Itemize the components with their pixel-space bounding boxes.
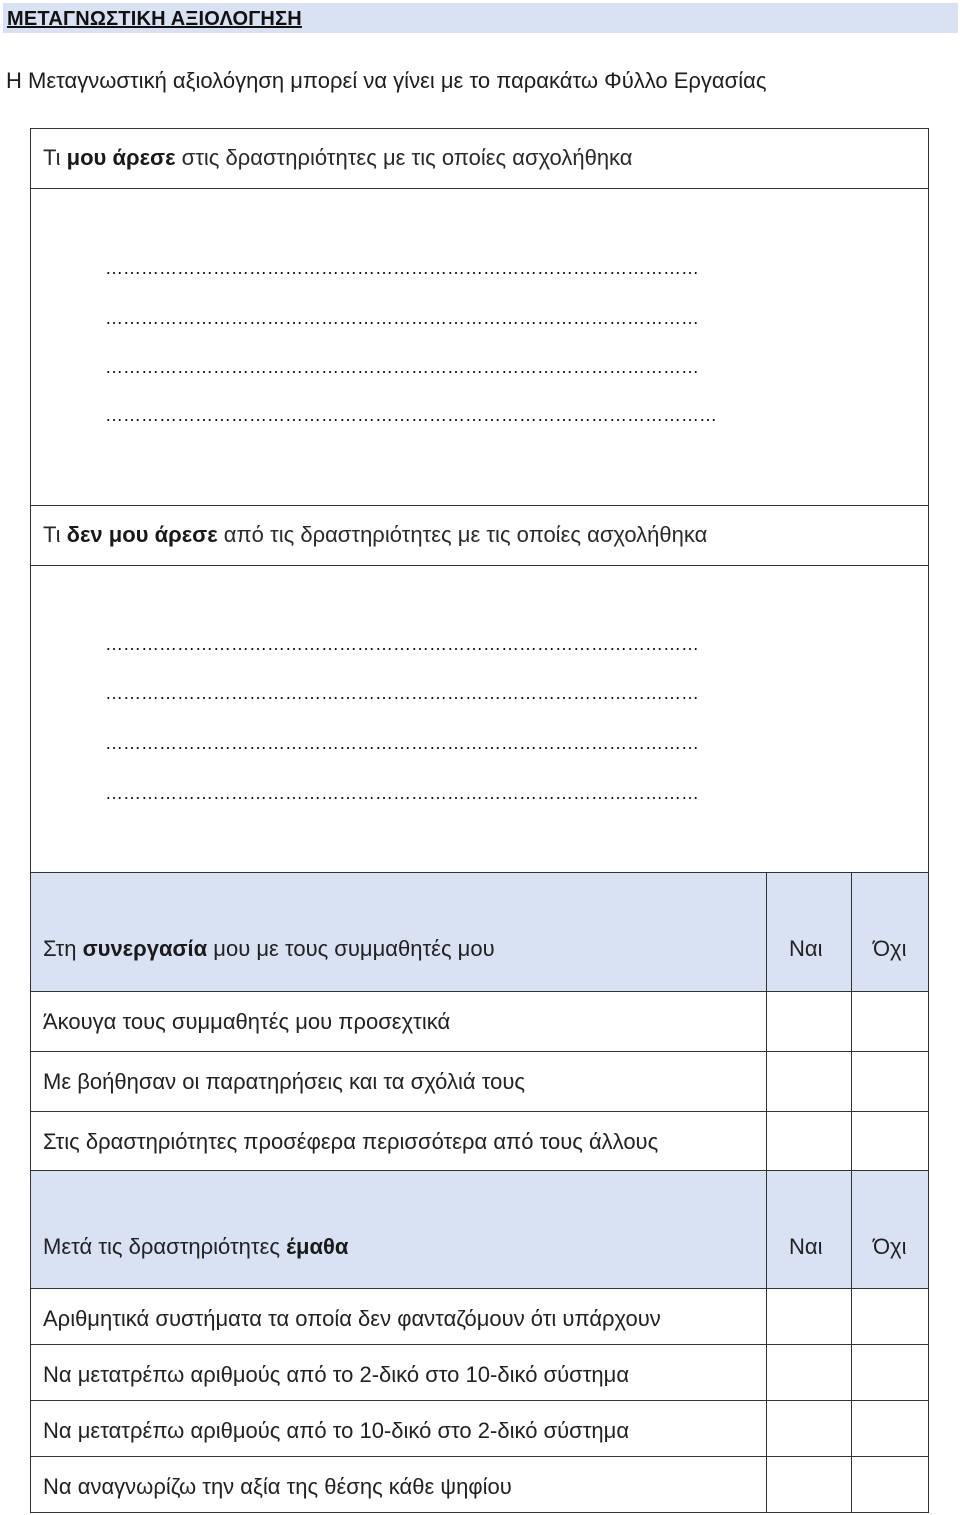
yes-checkbox-cell[interactable] — [766, 1457, 851, 1513]
table-row — [31, 1289, 928, 1345]
learned-heading: Μετά τις δραστηριότητες έμαθα — [43, 1234, 349, 1259]
row-label: Να μετατρέπω αριθμούς από το 2-δικό στο 10-δικό σύστημα — [43, 1362, 630, 1387]
answer-line[interactable]: ……………………………………………………………………………………… — [105, 258, 699, 278]
row-label: Αριθμητικά συστήματα τα οποία δεν φανταζόμουν ότι υπάρχουν — [43, 1306, 661, 1331]
cooperation-heading: Στη συνεργασία μου με τους συμμαθητές μου — [43, 936, 495, 961]
cooperation-table — [30, 872, 929, 1171]
table-row — [31, 1345, 928, 1401]
table-row — [31, 1401, 928, 1457]
liked-header — [31, 129, 928, 189]
row-label: Στις δραστηριότητες προσέφερα περισσότερα από τους άλλους — [43, 1129, 659, 1154]
answer-line[interactable]: ……………………………………………………………………………………… — [105, 634, 699, 654]
column-divider — [851, 873, 852, 1170]
row-label: Να αναγνωρίζω την αξία της θέσης κάθε ψηφίου — [43, 1474, 512, 1499]
column-divider — [766, 873, 767, 1170]
no-checkbox-cell[interactable] — [851, 1289, 930, 1344]
yes-checkbox-cell[interactable] — [766, 1112, 851, 1171]
yes-checkbox-cell[interactable] — [766, 992, 851, 1051]
no-checkbox-cell[interactable] — [851, 1052, 930, 1111]
disliked-header — [31, 506, 928, 566]
learned-table — [30, 1170, 929, 1513]
row-label: Άκουγα τους συμμαθητές μου προσεχτικά — [43, 1009, 451, 1034]
column-divider — [766, 1171, 767, 1512]
no-column-header: Όχι — [873, 936, 907, 961]
answer-line[interactable]: ……………………………………………………………………………………… — [105, 357, 699, 377]
row-label: Με βοήθησαν οι παρατηρήσεις και τα σχόλιά τους — [43, 1069, 525, 1094]
liked-heading: Τι μου άρεσε στις δραστηριότητες με τις οποίες ασχολήθηκα — [43, 145, 633, 170]
table-row — [31, 1112, 928, 1171]
yes-column-header: Ναι — [789, 1234, 823, 1259]
page-title: ΜΕΤΑΓΝΩΣΤΙΚΗ ΑΞΙΟΛΟΓΗΣΗ — [7, 8, 302, 30]
no-checkbox-cell[interactable] — [851, 1345, 930, 1400]
column-divider — [851, 1171, 852, 1512]
no-checkbox-cell[interactable] — [851, 1112, 930, 1171]
answer-line[interactable]: ……………………………………………………………………………………… — [105, 783, 699, 803]
no-checkbox-cell[interactable] — [851, 1401, 930, 1456]
row-label: Να μετατρέπω αριθμούς από το 10-δικό στο 2-δικό σύστημα — [43, 1418, 630, 1443]
no-column-header: Όχι — [873, 1234, 907, 1259]
intro-text: Η Μεταγνωστική αξιολόγηση μπορεί να γίνει με το παρακάτω Φύλλο Εργασίας — [6, 68, 767, 93]
yes-checkbox-cell[interactable] — [766, 1289, 851, 1344]
answer-line[interactable]: ……………………………………………………………………………………… — [105, 733, 699, 753]
answer-line[interactable]: ………………………………………………………………………………………… — [105, 405, 717, 425]
answer-line[interactable]: ……………………………………………………………………………………… — [105, 308, 699, 328]
cooperation-header-row — [31, 873, 928, 992]
table-row — [31, 1457, 928, 1513]
yes-checkbox-cell[interactable] — [766, 1345, 851, 1400]
yes-column-header: Ναι — [789, 936, 823, 961]
no-checkbox-cell[interactable] — [851, 1457, 930, 1513]
answer-line[interactable]: ……………………………………………………………………………………… — [105, 683, 699, 703]
table-row — [31, 992, 928, 1052]
table-row — [31, 1052, 928, 1112]
yes-checkbox-cell[interactable] — [766, 1401, 851, 1456]
learned-header-row — [31, 1171, 928, 1289]
no-checkbox-cell[interactable] — [851, 992, 930, 1051]
disliked-heading: Τι δεν μου άρεσε από τις δραστηριότητες με τις οποίες ασχολήθηκα — [43, 522, 708, 547]
title-banner — [3, 3, 958, 33]
yes-checkbox-cell[interactable] — [766, 1052, 851, 1111]
